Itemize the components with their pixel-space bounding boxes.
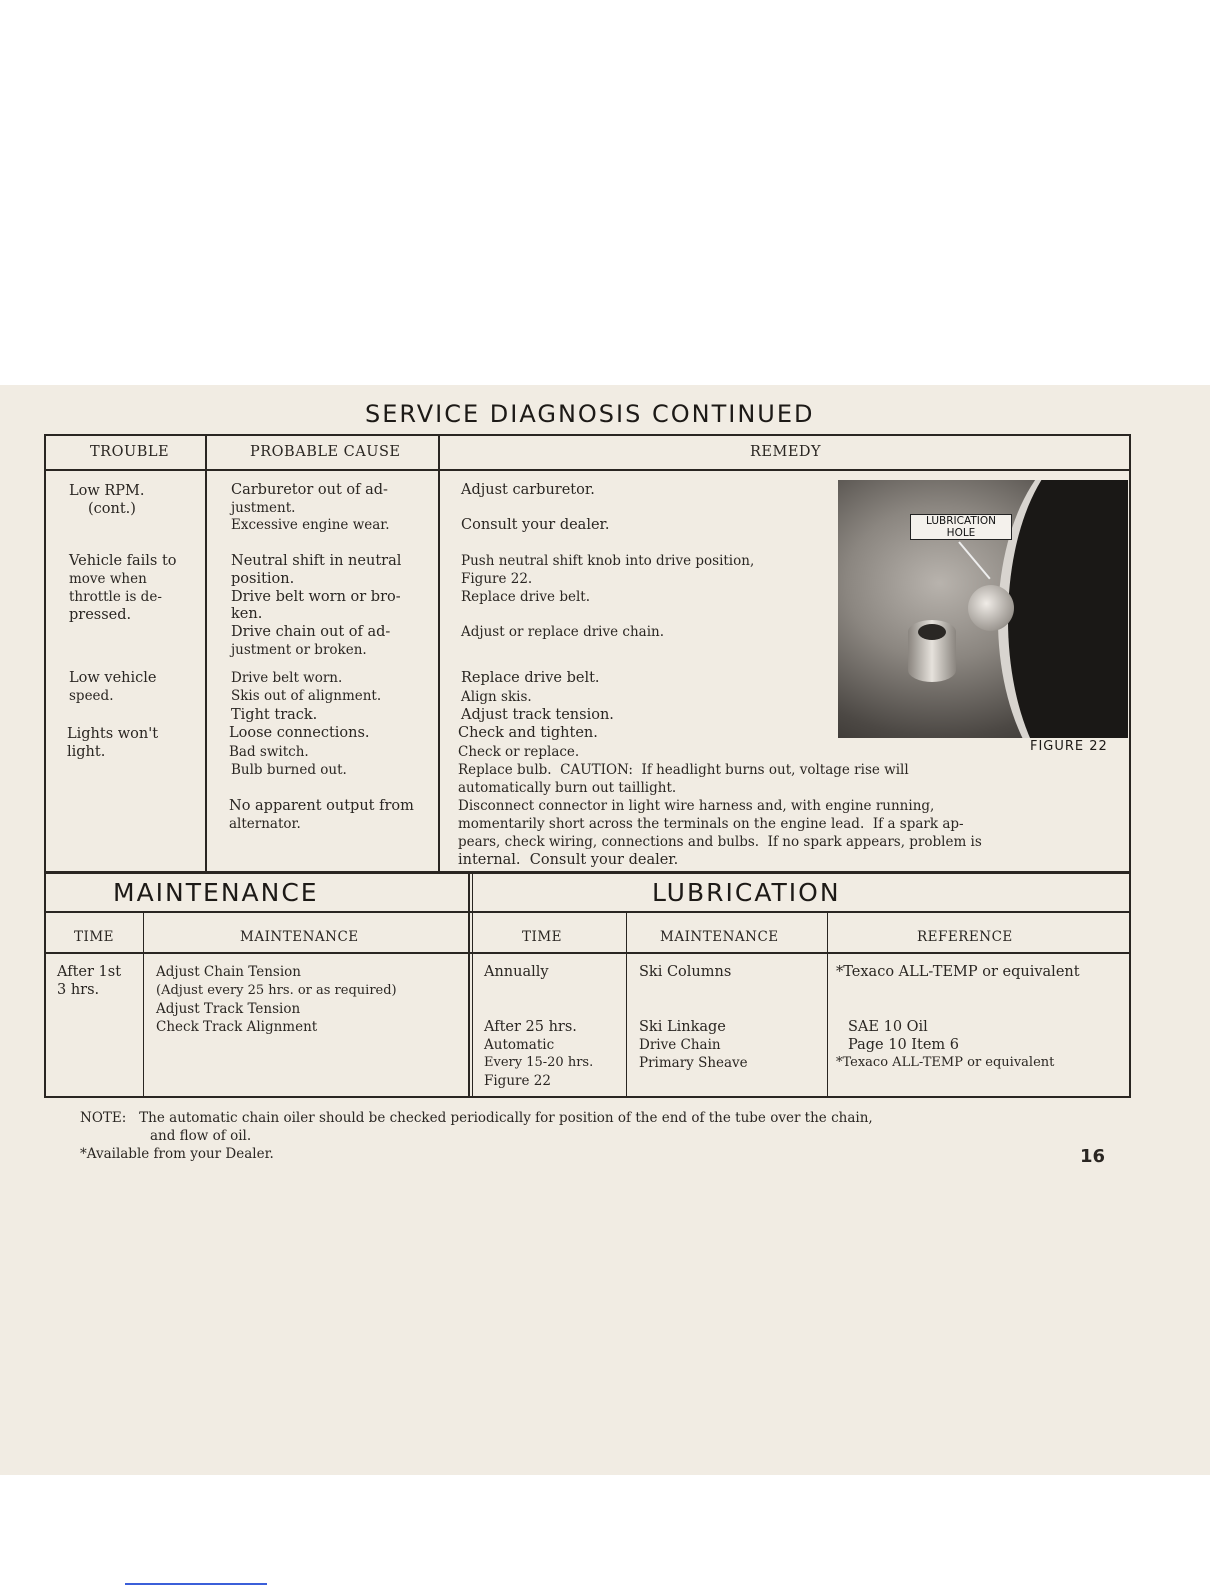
lube-time: After 25 hrs. bbox=[484, 1019, 577, 1035]
maint-col-sep bbox=[143, 911, 144, 1098]
remedy-text: Consult your dealer. bbox=[461, 517, 610, 533]
page-number: 16 bbox=[1080, 1146, 1106, 1167]
remedy-text: Adjust carburetor. bbox=[461, 482, 595, 498]
lube-maintenance: Ski Columns bbox=[639, 964, 732, 980]
figure-caption: FIGURE 22 bbox=[1030, 739, 1108, 754]
cause-text: ken. bbox=[231, 606, 263, 622]
diag-col-sep-1 bbox=[205, 434, 207, 874]
remedy-text: Replace bulb. CAUTION: If headlight burns out, voltage rise will bbox=[458, 762, 909, 778]
lube-time: Automatic bbox=[484, 1037, 555, 1053]
lube-reference: *Texaco ALL-TEMP or equivalent bbox=[836, 1055, 1055, 1070]
maint-item: Adjust Track Tension bbox=[156, 1001, 301, 1017]
lube-col-sep-2 bbox=[827, 911, 828, 1098]
lube-header-maintenance: MAINTENANCE bbox=[660, 929, 779, 945]
maint-item: Check Track Alignment bbox=[156, 1019, 318, 1035]
trouble-text: light. bbox=[67, 744, 106, 760]
lube-reference: SAE 10 Oil bbox=[848, 1019, 928, 1035]
lower-header-border bbox=[44, 952, 1131, 954]
lubrication-tube bbox=[908, 620, 956, 682]
trouble-text: pressed. bbox=[69, 607, 132, 623]
section-divider-a bbox=[468, 874, 470, 1098]
note-line: NOTE: The automatic chain oiler should be checked periodically for position of the end of the tube over the chain, bbox=[80, 1110, 873, 1126]
maint-time: 3 hrs. bbox=[57, 982, 100, 998]
trouble-text: move when bbox=[69, 571, 147, 587]
remedy-text: automatically burn out taillight. bbox=[458, 780, 677, 796]
label-pointer bbox=[958, 541, 990, 579]
section-divider-b bbox=[472, 874, 473, 1098]
lube-maintenance: Ski Linkage bbox=[639, 1019, 726, 1035]
note-line: *Available from your Dealer. bbox=[80, 1146, 274, 1162]
page-title: SERVICE DIAGNOSIS CONTINUED bbox=[365, 400, 815, 428]
cause-text: Bulb burned out. bbox=[231, 762, 347, 778]
cause-text: Excessive engine wear. bbox=[231, 517, 390, 533]
cause-text: alternator. bbox=[229, 816, 301, 832]
remedy-text: Check or replace. bbox=[458, 744, 580, 760]
remedy-text: Adjust or replace drive chain. bbox=[461, 624, 665, 640]
header-trouble: TROUBLE bbox=[90, 444, 170, 460]
diag-top-border bbox=[44, 434, 1131, 436]
label-line-2: HOLE bbox=[946, 527, 976, 539]
trouble-text: speed. bbox=[69, 688, 114, 704]
cause-text: justment. bbox=[231, 500, 296, 516]
remedy-text: internal. Consult your dealer. bbox=[458, 852, 679, 868]
maint-item: (Adjust every 25 hrs. or as required) bbox=[156, 983, 397, 998]
figure-22-photo bbox=[838, 480, 1128, 738]
remedy-text: Push neutral shift knob into drive position, bbox=[461, 553, 755, 569]
lube-time: Figure 22 bbox=[484, 1073, 551, 1089]
lube-reference: Page 10 Item 6 bbox=[848, 1037, 960, 1053]
cause-text: Loose connections. bbox=[229, 725, 370, 741]
lube-header-reference: REFERENCE bbox=[917, 929, 1013, 945]
lube-reference: *Texaco ALL-TEMP or equivalent bbox=[836, 964, 1080, 980]
cause-text: Drive belt worn. bbox=[231, 670, 343, 686]
maintenance-title: MAINTENANCE bbox=[113, 878, 319, 907]
remedy-text: pears, check wiring, connections and bulbs. If no spark appears, problem is bbox=[458, 834, 982, 850]
cause-text: Carburetor out of ad- bbox=[231, 482, 388, 498]
cause-text: Drive chain out of ad- bbox=[231, 624, 391, 640]
lower-right-border bbox=[1129, 874, 1131, 1098]
cause-text: Bad switch. bbox=[229, 744, 309, 760]
maint-header-maintenance: MAINTENANCE bbox=[240, 929, 359, 945]
cause-text: justment or broken. bbox=[231, 642, 367, 658]
lube-maintenance: Drive Chain bbox=[639, 1037, 721, 1053]
lubrication-hole-label bbox=[910, 514, 1012, 540]
trouble-text: Vehicle fails to bbox=[69, 553, 177, 569]
diag-col-sep-2 bbox=[438, 434, 440, 874]
note-line: and flow of oil. bbox=[150, 1128, 252, 1144]
remedy-text: Adjust track tension. bbox=[461, 707, 614, 723]
shift-knob bbox=[968, 585, 1014, 631]
diag-header-border bbox=[44, 469, 1131, 471]
cause-text: position. bbox=[231, 571, 295, 587]
lube-header-time: TIME bbox=[522, 929, 563, 945]
label-line-1: LUBRICATION bbox=[926, 515, 996, 527]
trouble-text: Low RPM. bbox=[69, 483, 145, 499]
maint-header-time: TIME bbox=[74, 929, 115, 945]
diag-left-border bbox=[44, 434, 46, 874]
diag-bottom-border bbox=[44, 871, 1131, 874]
trouble-text: Low vehicle bbox=[69, 670, 157, 686]
cause-text: No apparent output from bbox=[229, 798, 414, 814]
remedy-text: Disconnect connector in light wire harness and, with engine running, bbox=[458, 798, 935, 814]
lower-top-border bbox=[44, 911, 1131, 913]
diag-right-border bbox=[1129, 434, 1131, 874]
remedy-text: Figure 22. bbox=[461, 571, 533, 587]
cause-text: Tight track. bbox=[231, 707, 318, 723]
lower-bottom-border bbox=[44, 1096, 1131, 1098]
trouble-text: Lights won't bbox=[67, 726, 159, 742]
remedy-text: Check and tighten. bbox=[458, 725, 598, 741]
trouble-text: throttle is de- bbox=[69, 589, 162, 605]
remedy-text: Replace drive belt. bbox=[461, 589, 590, 605]
remedy-text: Replace drive belt. bbox=[461, 670, 600, 686]
trouble-text: (cont.) bbox=[88, 501, 136, 517]
lube-time: Every 15-20 hrs. bbox=[484, 1055, 594, 1070]
maint-time: After 1st bbox=[57, 964, 122, 980]
hood-edge bbox=[998, 480, 1128, 738]
remedy-text: momentarily short across the terminals on the engine lead. If a spark ap- bbox=[458, 816, 964, 832]
cause-text: Neutral shift in neutral bbox=[231, 553, 402, 569]
remedy-text: Align skis. bbox=[461, 689, 532, 705]
lube-maintenance: Primary Sheave bbox=[639, 1055, 748, 1071]
lube-col-sep-1 bbox=[626, 911, 627, 1098]
header-probable-cause: PROBABLE CAUSE bbox=[250, 444, 401, 460]
lube-time: Annually bbox=[484, 964, 549, 980]
cause-text: Drive belt worn or bro- bbox=[231, 589, 401, 605]
maint-item: Adjust Chain Tension bbox=[156, 964, 301, 980]
lower-left-border bbox=[44, 874, 46, 1098]
header-remedy: REMEDY bbox=[750, 444, 822, 460]
lubrication-title: LUBRICATION bbox=[652, 878, 841, 907]
cause-text: Skis out of alignment. bbox=[231, 688, 382, 704]
